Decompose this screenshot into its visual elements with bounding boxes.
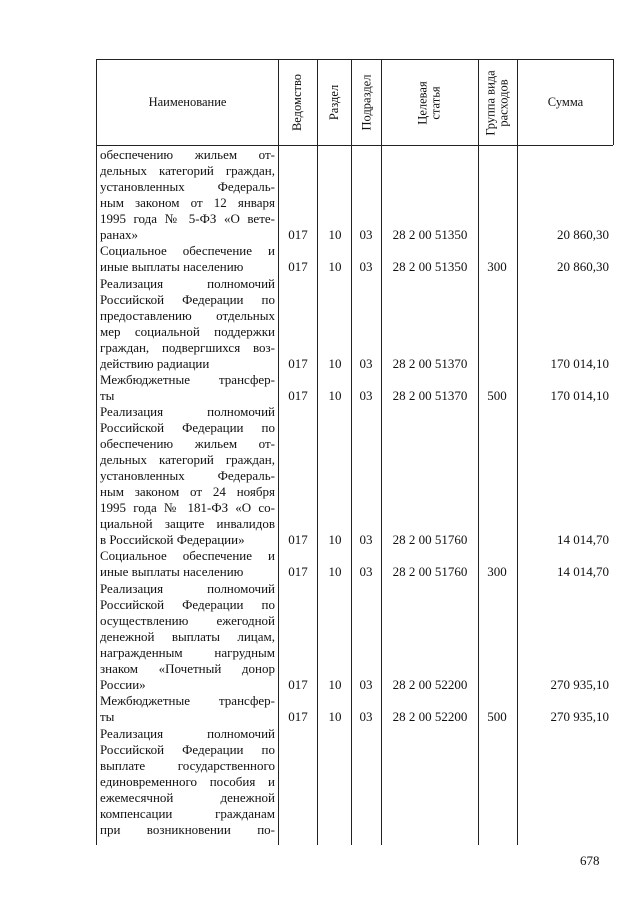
cell-podrazdel: 03 xyxy=(359,227,373,242)
cell-podrazdel: 03 xyxy=(359,564,373,579)
cell-podrazdel: 03 xyxy=(359,388,373,403)
cell-razdel: 10 xyxy=(328,532,342,547)
cell-gruppa: 500 xyxy=(487,388,507,403)
column-divider xyxy=(278,59,279,845)
column-divider xyxy=(317,59,318,845)
name-line: ты xyxy=(100,709,115,724)
cell-summa: 170 014,10 xyxy=(550,388,609,403)
name-line: иные выплаты населению xyxy=(100,564,244,579)
cell-summa: 170 014,10 xyxy=(550,356,609,371)
cell-vedomstvo: 017 xyxy=(288,677,308,692)
name-line: 1995 года № 181-ФЗ «О со- xyxy=(100,500,275,515)
cell-razdel: 10 xyxy=(328,227,342,242)
name-line: Российской Федерации по xyxy=(100,742,275,757)
name-line: мер социальной поддержки xyxy=(100,324,275,339)
cell-summa: 14 014,70 xyxy=(557,564,609,579)
column-divider xyxy=(478,59,479,845)
cell-celevaya-statya: 28 2 00 51350 xyxy=(392,227,468,242)
page-number: 678 xyxy=(580,853,600,868)
name-line: дельных категорий граждан, xyxy=(100,163,275,178)
cell-podrazdel: 03 xyxy=(359,259,373,274)
cell-vedomstvo: 017 xyxy=(288,227,308,242)
cell-gruppa: 300 xyxy=(487,564,507,579)
column-divider xyxy=(351,59,352,845)
name-line: Социальное обеспечение и xyxy=(100,243,275,258)
cell-razdel: 10 xyxy=(328,709,342,724)
cell-vedomstvo: 017 xyxy=(288,259,308,274)
name-line: установленных Федераль- xyxy=(100,179,275,194)
name-line: единовременного пособия и xyxy=(100,774,275,789)
cell-celevaya-statya: 28 2 00 51760 xyxy=(392,532,468,547)
cell-celevaya-statya: 28 2 00 51350 xyxy=(392,259,468,274)
name-line: граждан, подвергшихся воз- xyxy=(100,340,275,355)
cell-podrazdel: 03 xyxy=(359,709,373,724)
name-line: ты xyxy=(100,388,115,403)
name-line: при возникновении по- xyxy=(100,822,275,837)
name-line: ежемесячной денежной xyxy=(100,790,275,805)
name-line: Реализация полномочий xyxy=(100,726,275,741)
cell-gruppa: 500 xyxy=(487,709,507,724)
cell-celevaya-statya: 28 2 00 51370 xyxy=(392,356,468,371)
cell-celevaya-statya: 28 2 00 52200 xyxy=(392,677,468,692)
cell-vedomstvo: 017 xyxy=(288,564,308,579)
name-line: Межбюджетные трансфер- xyxy=(100,693,275,708)
header-celevaya-statya: Целевая статья xyxy=(416,80,443,125)
name-line: Межбюджетные трансфер- xyxy=(100,372,275,387)
column-divider xyxy=(517,59,518,845)
cell-razdel: 10 xyxy=(328,388,342,403)
name-line: Российской Федерации по xyxy=(100,597,275,612)
name-line: Российской Федерации по xyxy=(100,420,275,435)
name-line: ным законом от 12 января xyxy=(100,195,275,210)
table-left-border xyxy=(96,59,97,845)
name-line: осуществлению ежегодной xyxy=(100,613,275,628)
name-line: России» xyxy=(100,677,146,692)
name-line: выплате государственного xyxy=(100,758,275,773)
cell-podrazdel: 03 xyxy=(359,532,373,547)
header-summa: Сумма xyxy=(547,95,584,109)
name-line: 1995 года № 5-ФЗ «О вете- xyxy=(100,211,275,226)
name-line: иные выплаты населению xyxy=(100,259,244,274)
cell-podrazdel: 03 xyxy=(359,356,373,371)
cell-celevaya-statya: 28 2 00 52200 xyxy=(392,709,468,724)
column-divider xyxy=(381,59,382,845)
name-line: знаком «Почетный донор xyxy=(100,661,275,676)
name-line: Реализация полномочий xyxy=(100,581,275,596)
cell-summa: 270 935,10 xyxy=(550,677,609,692)
cell-summa: 270 935,10 xyxy=(550,709,609,724)
header-razdel: Раздел xyxy=(327,84,342,121)
name-line: ным законом от 24 ноября xyxy=(100,484,275,499)
name-line: предоставлению отдельных xyxy=(100,308,275,323)
cell-summa: 20 860,30 xyxy=(557,227,609,242)
name-line: Реализация полномочий xyxy=(100,404,275,419)
header-name: Наименование xyxy=(148,95,227,109)
name-line: обеспечению жильем от- xyxy=(100,147,275,162)
cell-razdel: 10 xyxy=(328,677,342,692)
name-line: награжденным нагрудным xyxy=(100,645,275,660)
cell-vedomstvo: 017 xyxy=(288,709,308,724)
name-line: в Российской Федерации» xyxy=(100,532,245,547)
name-line: Российской Федерации по xyxy=(100,292,275,307)
cell-razdel: 10 xyxy=(328,356,342,371)
name-line: Социальное обеспечение и xyxy=(100,548,275,563)
name-line: денежной выплаты лицам, xyxy=(100,629,275,644)
name-line: действию радиации xyxy=(100,356,210,371)
header-bottom-border xyxy=(96,145,613,146)
cell-vedomstvo: 017 xyxy=(288,532,308,547)
cell-vedomstvo: 017 xyxy=(288,388,308,403)
table-right-border xyxy=(613,59,614,145)
name-line: обеспечению жильем от- xyxy=(100,436,275,451)
header-vedomstvo: Ведомство xyxy=(290,73,305,132)
cell-summa: 20 860,30 xyxy=(557,259,609,274)
name-line: дельных категорий граждан, xyxy=(100,452,275,467)
name-line: ранах» xyxy=(100,227,138,242)
cell-podrazdel: 03 xyxy=(359,677,373,692)
cell-gruppa: 300 xyxy=(487,259,507,274)
cell-vedomstvo: 017 xyxy=(288,356,308,371)
cell-celevaya-statya: 28 2 00 51760 xyxy=(392,564,468,579)
name-line: Реализация полномочий xyxy=(100,276,275,291)
header-podrazdel: Подраздел xyxy=(359,74,373,131)
cell-razdel: 10 xyxy=(328,259,342,274)
name-line: установленных Федераль- xyxy=(100,468,275,483)
header-gruppa-vida-rashodov: Группа вида расходов xyxy=(484,69,512,136)
name-line: компенсации гражданам xyxy=(100,806,275,821)
cell-summa: 14 014,70 xyxy=(557,532,609,547)
cell-celevaya-statya: 28 2 00 51370 xyxy=(392,388,468,403)
cell-razdel: 10 xyxy=(328,564,342,579)
name-line: циальной защите инвалидов xyxy=(100,516,275,531)
